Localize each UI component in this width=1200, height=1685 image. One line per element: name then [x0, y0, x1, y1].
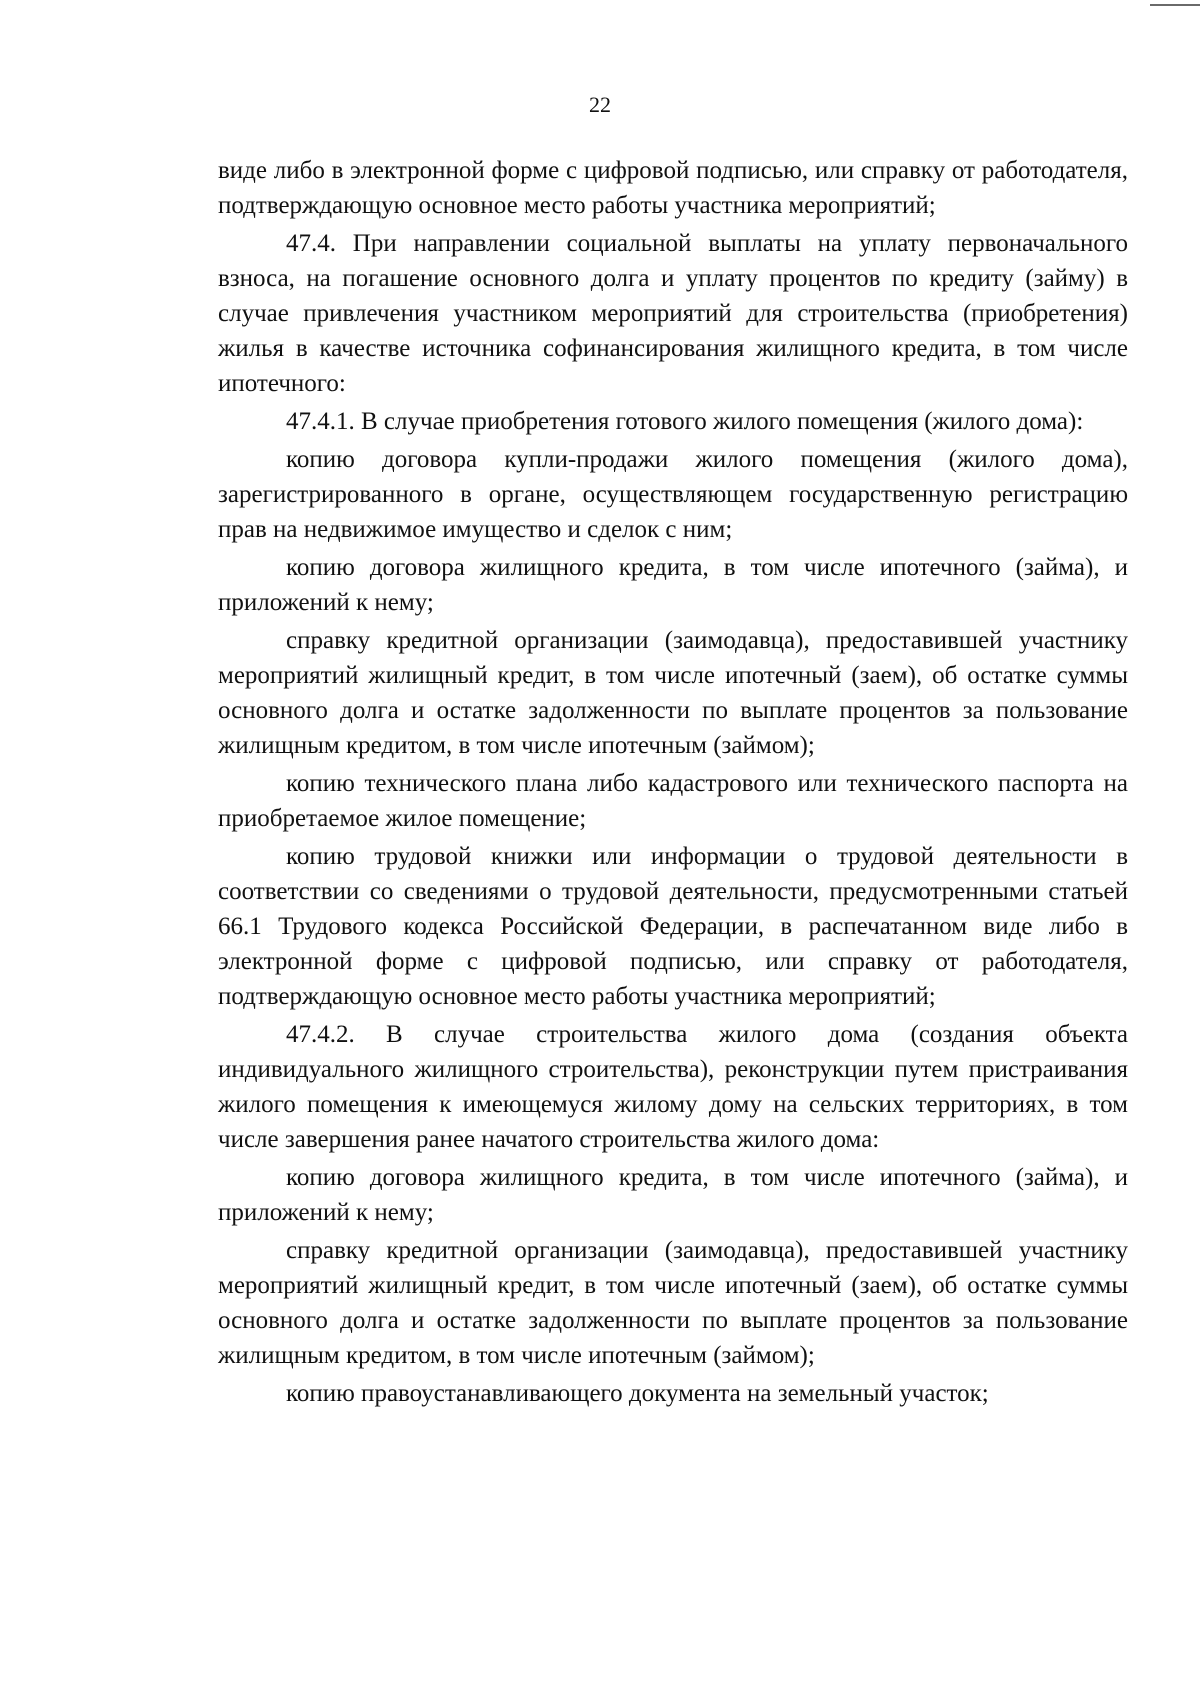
- paragraph-item-bank-statement-2: справку кредитной организации (заимодавца), предоставившей участнику мероприятий жилищный кредит, в том числе ипотечный (заем), об остатке суммы основного долга и остатке задолженности по выплате процентов за пользование жилищным кредитом, в том числе ипотечным (займом);: [218, 1237, 1128, 1369]
- paragraph-clause-47-4-1: 47.4.1. В случае приобретения готового жилого помещения (жилого дома):: [286, 408, 1084, 435]
- paragraph-item-bank-statement: справку кредитной организации (заимодавца), предоставившей участнику мероприятий жилищный кредит, в том числе ипотечный (заем), об остатке суммы основного долга и остатке задолженности по выплате процентов за пользование жилищным кредитом, в том числе ипотечным (займом);: [218, 627, 1128, 759]
- body-text: [218, 153, 1128, 1411]
- paragraph-item-land-document: копию правоустанавливающего документа на земельный участок;: [286, 1380, 989, 1407]
- paragraph-continuation: виде либо в электронной форме с цифровой подписью, или справку от работодателя, подтверждающую основное место работы участника мероприятий;: [218, 157, 1128, 219]
- paragraph-clause-47-4: 47.4. При направлении социальной выплаты на уплату первоначального взноса, на погашение основного долга и уплату процентов по кредиту (займу) в случае привлечения участником мероприятий для строительства (приобретения) жилья в качестве источника софинансирования жилищного кредита, в том числе ипотечного:: [218, 230, 1128, 397]
- paragraph-item-technical-plan: копию технического плана либо кадастрового или технического паспорта на приобретаемое жилое помещение;: [218, 770, 1128, 832]
- paragraph-item-employment-record: копию трудовой книжки или информации о трудовой деятельности в соответствии со сведениями о трудовой деятельности, предусмотренными статьей 66.1 Трудового кодекса Российской Федерации, в распечатанном виде либо в электронной форме с цифровой подписью, или справку от работодателя, подтверждающую основное место работы участника мероприятий;: [218, 843, 1128, 1010]
- edge-scan-mark: [1150, 4, 1200, 6]
- paragraph-clause-47-4-2: 47.4.2. В случае строительства жилого дома (создания объекта индивидуального жилищного строительства), реконструкции путем пристраивания жилого помещения к имеющемуся жилому дому на сельских территориях, в том числе завершения ранее начатого строительства жилого дома:: [218, 1021, 1128, 1153]
- paragraph-item-credit-contract: копию договора жилищного кредита, в том числе ипотечного (займа), и приложений к нему;: [218, 554, 1128, 616]
- paragraph-item-sale-contract: копию договора купли-продажи жилого помещения (жилого дома), зарегистрированного в органе, осуществляющем государственную регистрацию прав на недвижимое имущество и сделок с ним;: [218, 446, 1128, 543]
- page-number: 22: [589, 92, 611, 117]
- paragraph-item-credit-contract-2: копию договора жилищного кредита, в том числе ипотечного (займа), и приложений к нему;: [218, 1164, 1128, 1226]
